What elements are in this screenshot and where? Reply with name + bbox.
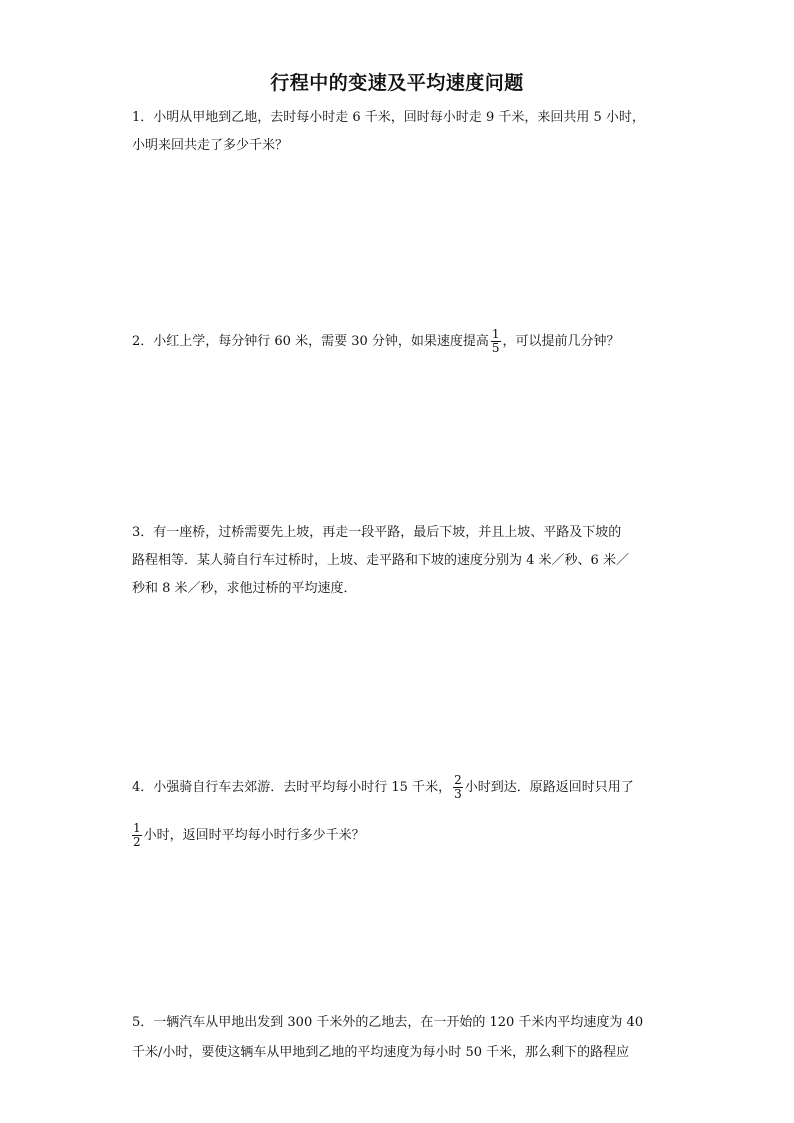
question-2-text-before: 2．小红上学，每分钟行 60 米，需要 30 分钟，如果速度提高: [132, 334, 489, 349]
question-3-line-1: 3．有一座桥，过桥需要先上坡，再走一段平路，最后下坡，并且上坡、平路及下坡的: [132, 525, 622, 540]
question-2-text-after: ，可以提前几分钟？: [502, 334, 620, 349]
question-1-line-2: 小明来回共走了多少千米？: [132, 138, 289, 153]
question-2: [132, 325, 672, 359]
fraction-numerator: 2: [454, 773, 462, 787]
question-1-line-1: 1．小明从甲地到乙地，去时每小时走 6 千米，回时每小时走 9 千米，来回共用 5 小时，: [132, 110, 645, 125]
fraction-numerator: 1: [133, 821, 141, 835]
question-4-line-1: [132, 770, 672, 818]
question-5-line-2: 千米/小时，要使这辆车从甲地到乙地的平均速度为每小时 50 千米，那么剩下的路程应: [132, 1045, 630, 1060]
question-3-line-3: 秒和 8 米／秒，求他过桥的平均速度．: [132, 581, 357, 596]
question-3: [132, 519, 672, 603]
fraction-two-thirds: [453, 774, 463, 801]
fraction-numerator: 1: [491, 327, 500, 341]
question-5-line-1: 5．一辆汽车从甲地出发到 300 千米外的乙地去，在一开始的 120 千米内平均速度为 40: [132, 1015, 644, 1030]
question-4-line-2: [132, 818, 672, 854]
page-title: 行程中的变速及平均速度问题: [270, 72, 524, 94]
question-2-line-1: [132, 325, 672, 359]
fraction-one-half: [132, 822, 142, 849]
question-4: [132, 770, 672, 854]
question-4-text-after: 小时，返回时平均每小时行多少千米？: [143, 828, 365, 843]
question-5: [132, 1008, 672, 1068]
question-3-line-2: 路程相等．某人骑自行车过桥时，上坡、走平路和下坡的速度分别为 4 米／秒、6 米／: [132, 553, 629, 568]
fraction-denominator: 2: [133, 835, 141, 849]
question-4-text-middle: 小时到达．原路返回时只用了: [464, 780, 634, 795]
fraction-denominator: 3: [454, 787, 462, 801]
fraction-one-fifth: [491, 328, 501, 355]
question-4-text-before: 4．小强骑自行车去郊游．去时平均每小时行 15 千米，: [132, 780, 452, 795]
fraction-denominator: 5: [491, 341, 500, 355]
question-1: [132, 104, 672, 160]
